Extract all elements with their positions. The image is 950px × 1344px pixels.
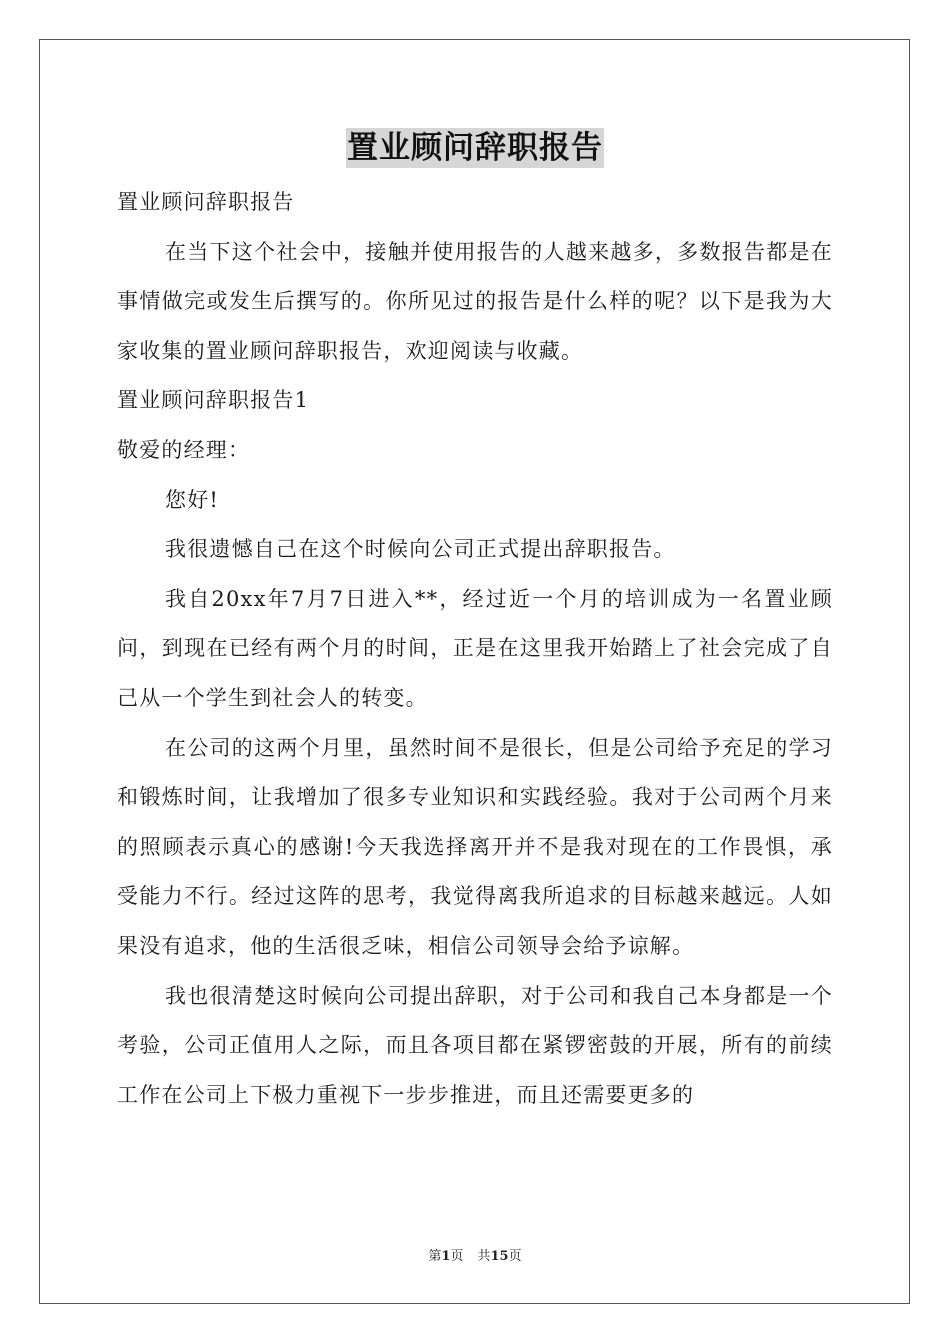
paragraph: 敬爱的经理：: [117, 437, 251, 462]
paragraph: 我也很清楚这时候向公司提出辞职，对于公司和我自己本身都是一个考验，公司正值用人之际，而且各项目都在紧锣密鼓的开展，所有的前续工作在公司上下极力重视下一步步推进，而且还需要更多的: [117, 983, 833, 1107]
title-container: [0, 128, 950, 168]
page-total: 15: [490, 1249, 509, 1264]
paragraph: 在公司的这两个月里，虽然时间不是很长，但是公司给予充足的学习和锻炼时间，让我增加了很多专业知识和实践经验。我对于公司两个月来的照顾表示真心的感谢!今天我选择离开并不是我对现在的工作畏惧，承受能力不行。经过这阵的思考，我觉得离我所追求的目标越来越远。人如果没有追求，他的生活很乏味，相信公司领导会给予谅解。: [117, 735, 833, 958]
paragraph: 我自20xx年7月7日进入**，经过近一个月的培训成为一名置业顾问，到现在已经有两个月的时间，正是在这里我开始踏上了社会完成了自己从一个学生到社会人的转变。: [117, 586, 833, 710]
paragraph: 您好!: [165, 487, 220, 512]
page-current: 1: [441, 1249, 451, 1264]
document-body: [117, 178, 833, 1120]
total-prefix: 共: [477, 1249, 491, 1264]
page-prefix: 第: [428, 1249, 442, 1264]
document-title: 置业顾问辞职报告: [347, 130, 603, 166]
page-suffix: 页: [450, 1249, 464, 1264]
total-suffix: 页: [508, 1249, 522, 1264]
paragraph: 置业顾问辞职报告: [117, 190, 295, 214]
page-footer: [0, 1248, 950, 1266]
paragraph: 我很遗憾自己在这个时候向公司正式提出辞职报告。: [165, 537, 676, 562]
paragraph: 置业顾问辞职报告1: [117, 388, 310, 413]
paragraph: 在当下这个社会中，接触并使用报告的人越来越多，多数报告都是在事情做完或发生后撰写的。你所见过的报告是什么样的呢？以下是我为大家收集的置业顾问辞职报告，欢迎阅读与收藏。: [117, 239, 833, 363]
